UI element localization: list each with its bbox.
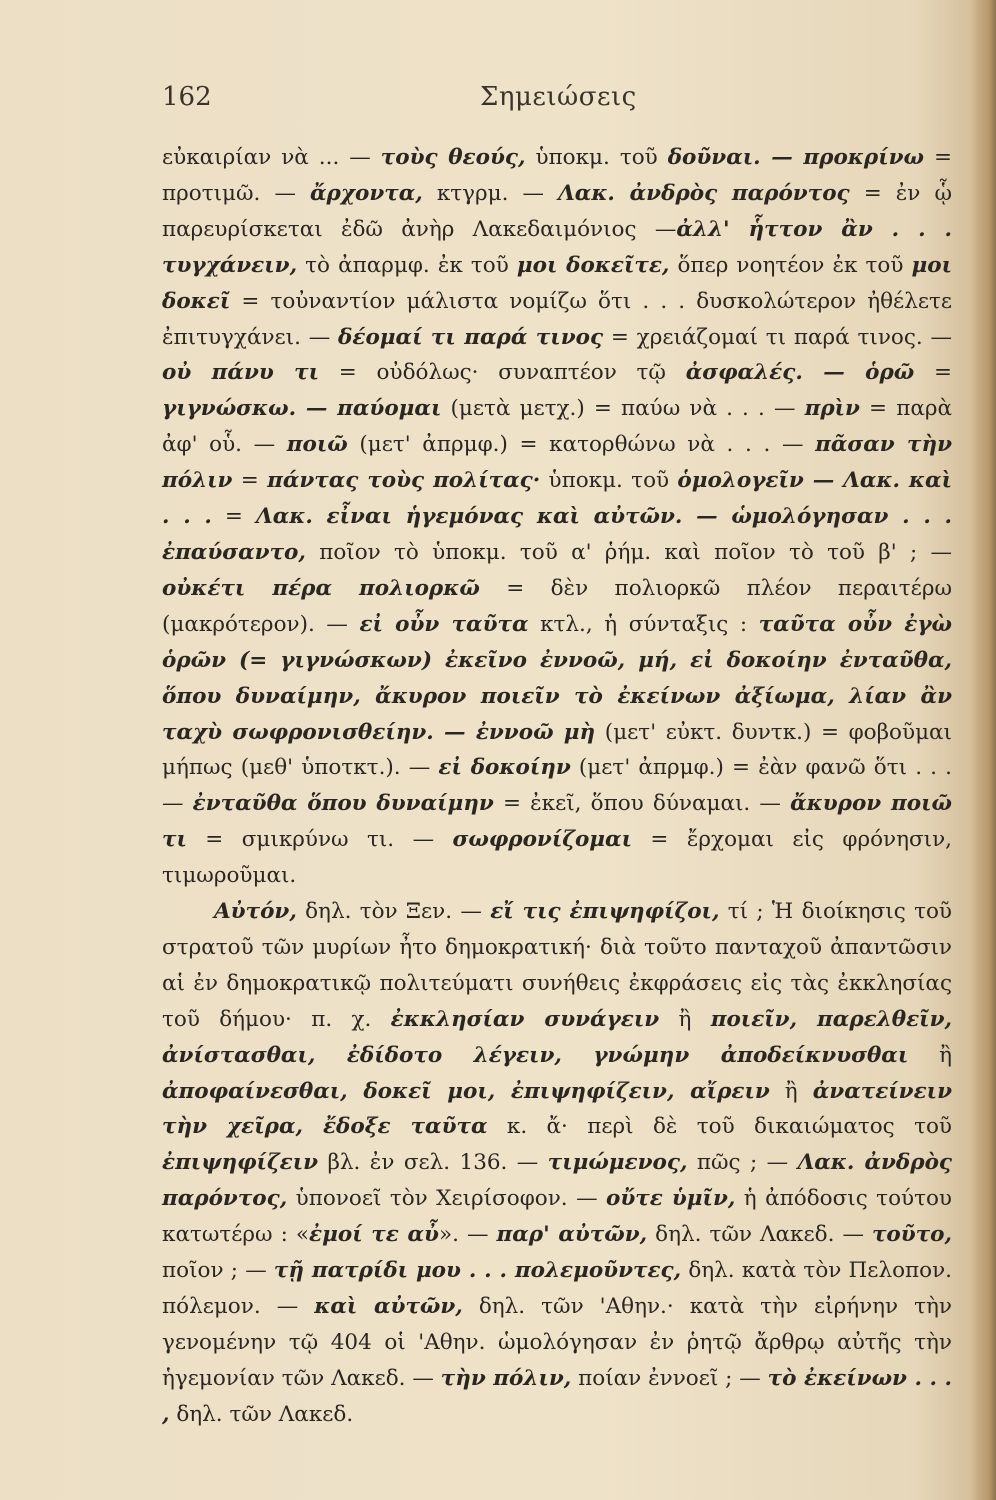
note-text: ὑποκμ. τοῦ	[540, 468, 678, 494]
lemma-text: εἰ οὖν ταῦτα	[359, 611, 529, 637]
lemma-text: ἐνταῦθα ὅπου δυναίμην	[192, 791, 494, 817]
note-text: = χρειάζομαί τι παρά τινος. —	[603, 324, 953, 350]
lemma-text: εἰ δοκοίην	[438, 755, 571, 781]
lemma-text: ποιῶ	[286, 432, 348, 458]
lemma-text: ταῦτα οὖν ἐγὼ ὁρῶν (= γιγνώσκων) ἐκεῖνο ἐννοῶ, μή, εἰ δοκοίην ἐνταῦθα, ὅπου δυναίμην, ἄκυρον ποιεῖν τὸ ἐκείνων ἀξίωμα, λίαν ἂν ταχὺ σωφρονισθείην. — ἐννοῶ μὴ	[162, 611, 953, 745]
note-text: = προτιμῶ. —	[162, 145, 952, 206]
lemma-text: τοῦτο,	[871, 1222, 952, 1248]
notes-body	[162, 140, 952, 1433]
lemma-text: τῇ πατρίδι μου . . . πολεμοῦντες,	[273, 1258, 682, 1284]
lemma-text: ὁμολογεῖν — Λακ. καὶ . . .	[162, 468, 952, 530]
lemma-text: Λακ. εἶναι ἡγεμόνας καὶ αὐτῶν. — ὡμολόγησαν . . . ἐπαύσαντο,	[162, 504, 952, 565]
note-text: κ. ἄ· περὶ δὲ τοῦ δικαιώματος τοῦ	[487, 1114, 952, 1140]
lemma-text: σωφρονίζομαι	[452, 827, 632, 853]
note-text: δηλ. τῶν Λακεδ. —	[647, 1222, 872, 1248]
running-title: Σημειώσεις	[480, 82, 637, 112]
lemma-text: οὐ πάνυ τι	[162, 360, 320, 386]
note-text: = σμικρύνω τι. —	[186, 827, 453, 853]
lemma-text: ἀσφαλές. — ὁρῶ	[685, 360, 915, 386]
note-text: = τοὐναντίον μάλιστα νομίζω ὅτι . . . δυσκολώτερον ἠθέλετε ἐπιτυγχάνει. —	[162, 288, 952, 350]
note-text: (μετ' εὐκτ. δυντκ.) = φοβοῦμαι μήπως (μεθ' ὑποτκτ.). —	[162, 719, 952, 781]
lemma-text: δέομαί τι παρά τινος	[338, 324, 604, 350]
lemma-text: Λακ. ἀνδρὸς παρόντος	[558, 180, 850, 206]
note-text: ». —	[438, 1222, 497, 1248]
note-text: ἢ	[908, 1042, 952, 1068]
note-text: (μετ' ἀπρμφ.) = κατορθώνω νὰ . . . —	[347, 432, 816, 458]
note-text: (μετ' ἀπρμφ.) = ἐὰν φανῶ ὅτι . . . —	[162, 755, 952, 817]
note-text: δηλ. τῶν Λακεδ.	[169, 1401, 354, 1427]
lemma-text: τοὺς θεούς,	[380, 145, 526, 170]
note-text: ἢ	[659, 1006, 711, 1032]
lemma-text: γιγνώσκω. — παύομαι	[162, 396, 442, 422]
note-text: ὑποκμ. τοῦ	[525, 145, 668, 170]
note-text: κτγρμ. —	[422, 180, 559, 206]
lemma-text: ἐμοί τε αὖ	[309, 1222, 439, 1248]
lemma-text: μοι δοκεῖ	[162, 252, 952, 314]
lemma-text: ἄκυρον ποιῶ τι	[162, 791, 952, 853]
page-spine-shadow	[970, 0, 996, 1500]
note-text: ὅπερ νοητέον ἐκ τοῦ	[669, 252, 912, 278]
lemma-text: εἴ τις ἐπιψηφίζοι,	[490, 899, 720, 925]
lemma-text: ἀλλ' ἧττον ἂν . . . τυγχάνειν,	[162, 216, 952, 278]
lemma-text: ἐπιψηφίζειν	[162, 1150, 319, 1176]
lemma-text: ἀποφαίνεσθαι, δοκεῖ μοι, ἐπιψηφίζειν, αἴρειν	[162, 1078, 770, 1104]
lemma-text: πᾶσαν τὴν πόλιν	[162, 432, 952, 494]
note-text: =	[211, 504, 257, 530]
notes-paragraph	[162, 140, 952, 894]
note-text: πῶς ; —	[687, 1150, 798, 1176]
note-text: ποῖον τὸ ὑποκμ. τοῦ α' ῥήμ. καὶ ποῖον τὸ τοῦ β' ; —	[305, 539, 952, 565]
note-text: κτλ., ἡ σύνταξις :	[528, 611, 759, 637]
lemma-text: Αὐτόν,	[214, 899, 297, 925]
note-text: = δὲν πολιορκῶ πλέον περαιτέρω (μακρότερον). —	[162, 575, 952, 637]
note-text: ὑπονοεῖ τὸν Χειρίσοφον. —	[287, 1186, 607, 1212]
note-text: βλ. ἐν σελ. 136. —	[318, 1150, 548, 1176]
lemma-text: πρὶν	[804, 396, 860, 422]
lemma-text: δοῦναι. — προκρίνω	[667, 145, 924, 170]
note-text: τί ; Ἡ διοίκησις τοῦ στρατοῦ τῶν μυρίων ἦτο δημοκρατική· διὰ τοῦτο πανταχοῦ ἀπαντῶσιν αἱ ἐν δημοκρατικῷ πολιτεύματι συνήθεις ἐκφράσεις εἰς τὰς ἐκκλησίας τοῦ δήμου· π. χ.	[162, 899, 952, 1032]
note-text: = ἐν ᾧ παρευρίσκεται ἐδῶ ἀνὴρ Λακεδαιμόνιος —	[162, 180, 952, 242]
lemma-text: ποιεῖν, παρελθεῖν, ἀνίστασθαι, ἐδίδοτο λέγειν, γνώμην ἀποδείκνυσθαι	[162, 1006, 952, 1068]
note-text: ποῖον ; —	[162, 1258, 274, 1284]
note-text: ποίαν ἐννοεῖ ; —	[571, 1365, 768, 1391]
note-text: = οὐδόλως· συναπτέον τῷ	[319, 360, 686, 386]
lemma-text: πάντας τοὺς πολίτας·	[267, 468, 541, 494]
lemma-text: ἄρχοντα,	[310, 180, 423, 206]
lemma-text: οὐκέτι πέρα πολιορκῶ	[162, 575, 480, 601]
note-text: =	[914, 360, 952, 386]
note-text: (μετὰ μετχ.) = παύω νὰ . . . —	[441, 396, 805, 422]
note-text: ἡ ἀπόδοσις τούτου κατωτέρω : «	[162, 1186, 952, 1248]
note-text: δηλ. τῶν 'Αθην.· κατὰ τὴν εἰρήνην τὴν γενομένην τῷ 404 οἱ 'Αθην. ὡμολόγησαν ἐν ῥητῷ ἄρθρῳ αὐτῆς τὴν ἡγεμονίαν τῶν Λακεδ. —	[162, 1294, 952, 1391]
note-text: =	[232, 468, 268, 494]
lemma-text: ἀνατείνειν τὴν χεῖρα, ἔδοξε ταῦτα	[162, 1078, 952, 1140]
lemma-text: τιμώμενος,	[547, 1150, 688, 1176]
page-number: 162	[162, 82, 212, 112]
note-text: ἢ	[769, 1078, 813, 1104]
lemma-text: οὔτε ὑμῖν,	[606, 1186, 736, 1212]
lemma-text: τὴν πόλιν,	[440, 1365, 572, 1391]
lemma-text: μοι δοκεῖτε,	[516, 252, 670, 278]
lemma-text: Λακ. ἀνδρὸς παρόντος,	[162, 1150, 953, 1212]
lemma-text: ἐκκλησίαν συνάγειν	[390, 1006, 660, 1032]
notes-paragraph	[162, 894, 952, 1433]
lemma-text: καὶ αὐτῶν,	[314, 1294, 463, 1319]
note-text: = παρὰ ἀφ' οὗ. —	[162, 396, 952, 458]
lemma-text: τὸ ἐκείνων . . . ,	[162, 1365, 952, 1427]
note-text: δηλ. κατὰ τὸν Πελοπον. πόλεμον. —	[162, 1258, 952, 1319]
note-text: = ἔρχομαι εἰς φρόνησιν, τιμωροῦμαι.	[162, 827, 952, 889]
note-text: τὸ ἀπαρμφ. ἐκ τοῦ	[297, 252, 517, 278]
note-text: εὐκαιρίαν νὰ ... —	[162, 145, 381, 170]
note-text: = ἐκεῖ, ὅπου δύναμαι. —	[493, 791, 791, 817]
note-text: δηλ. τὸν Ξεν. —	[296, 899, 491, 925]
lemma-text: παρ' αὐτῶν,	[496, 1222, 648, 1248]
